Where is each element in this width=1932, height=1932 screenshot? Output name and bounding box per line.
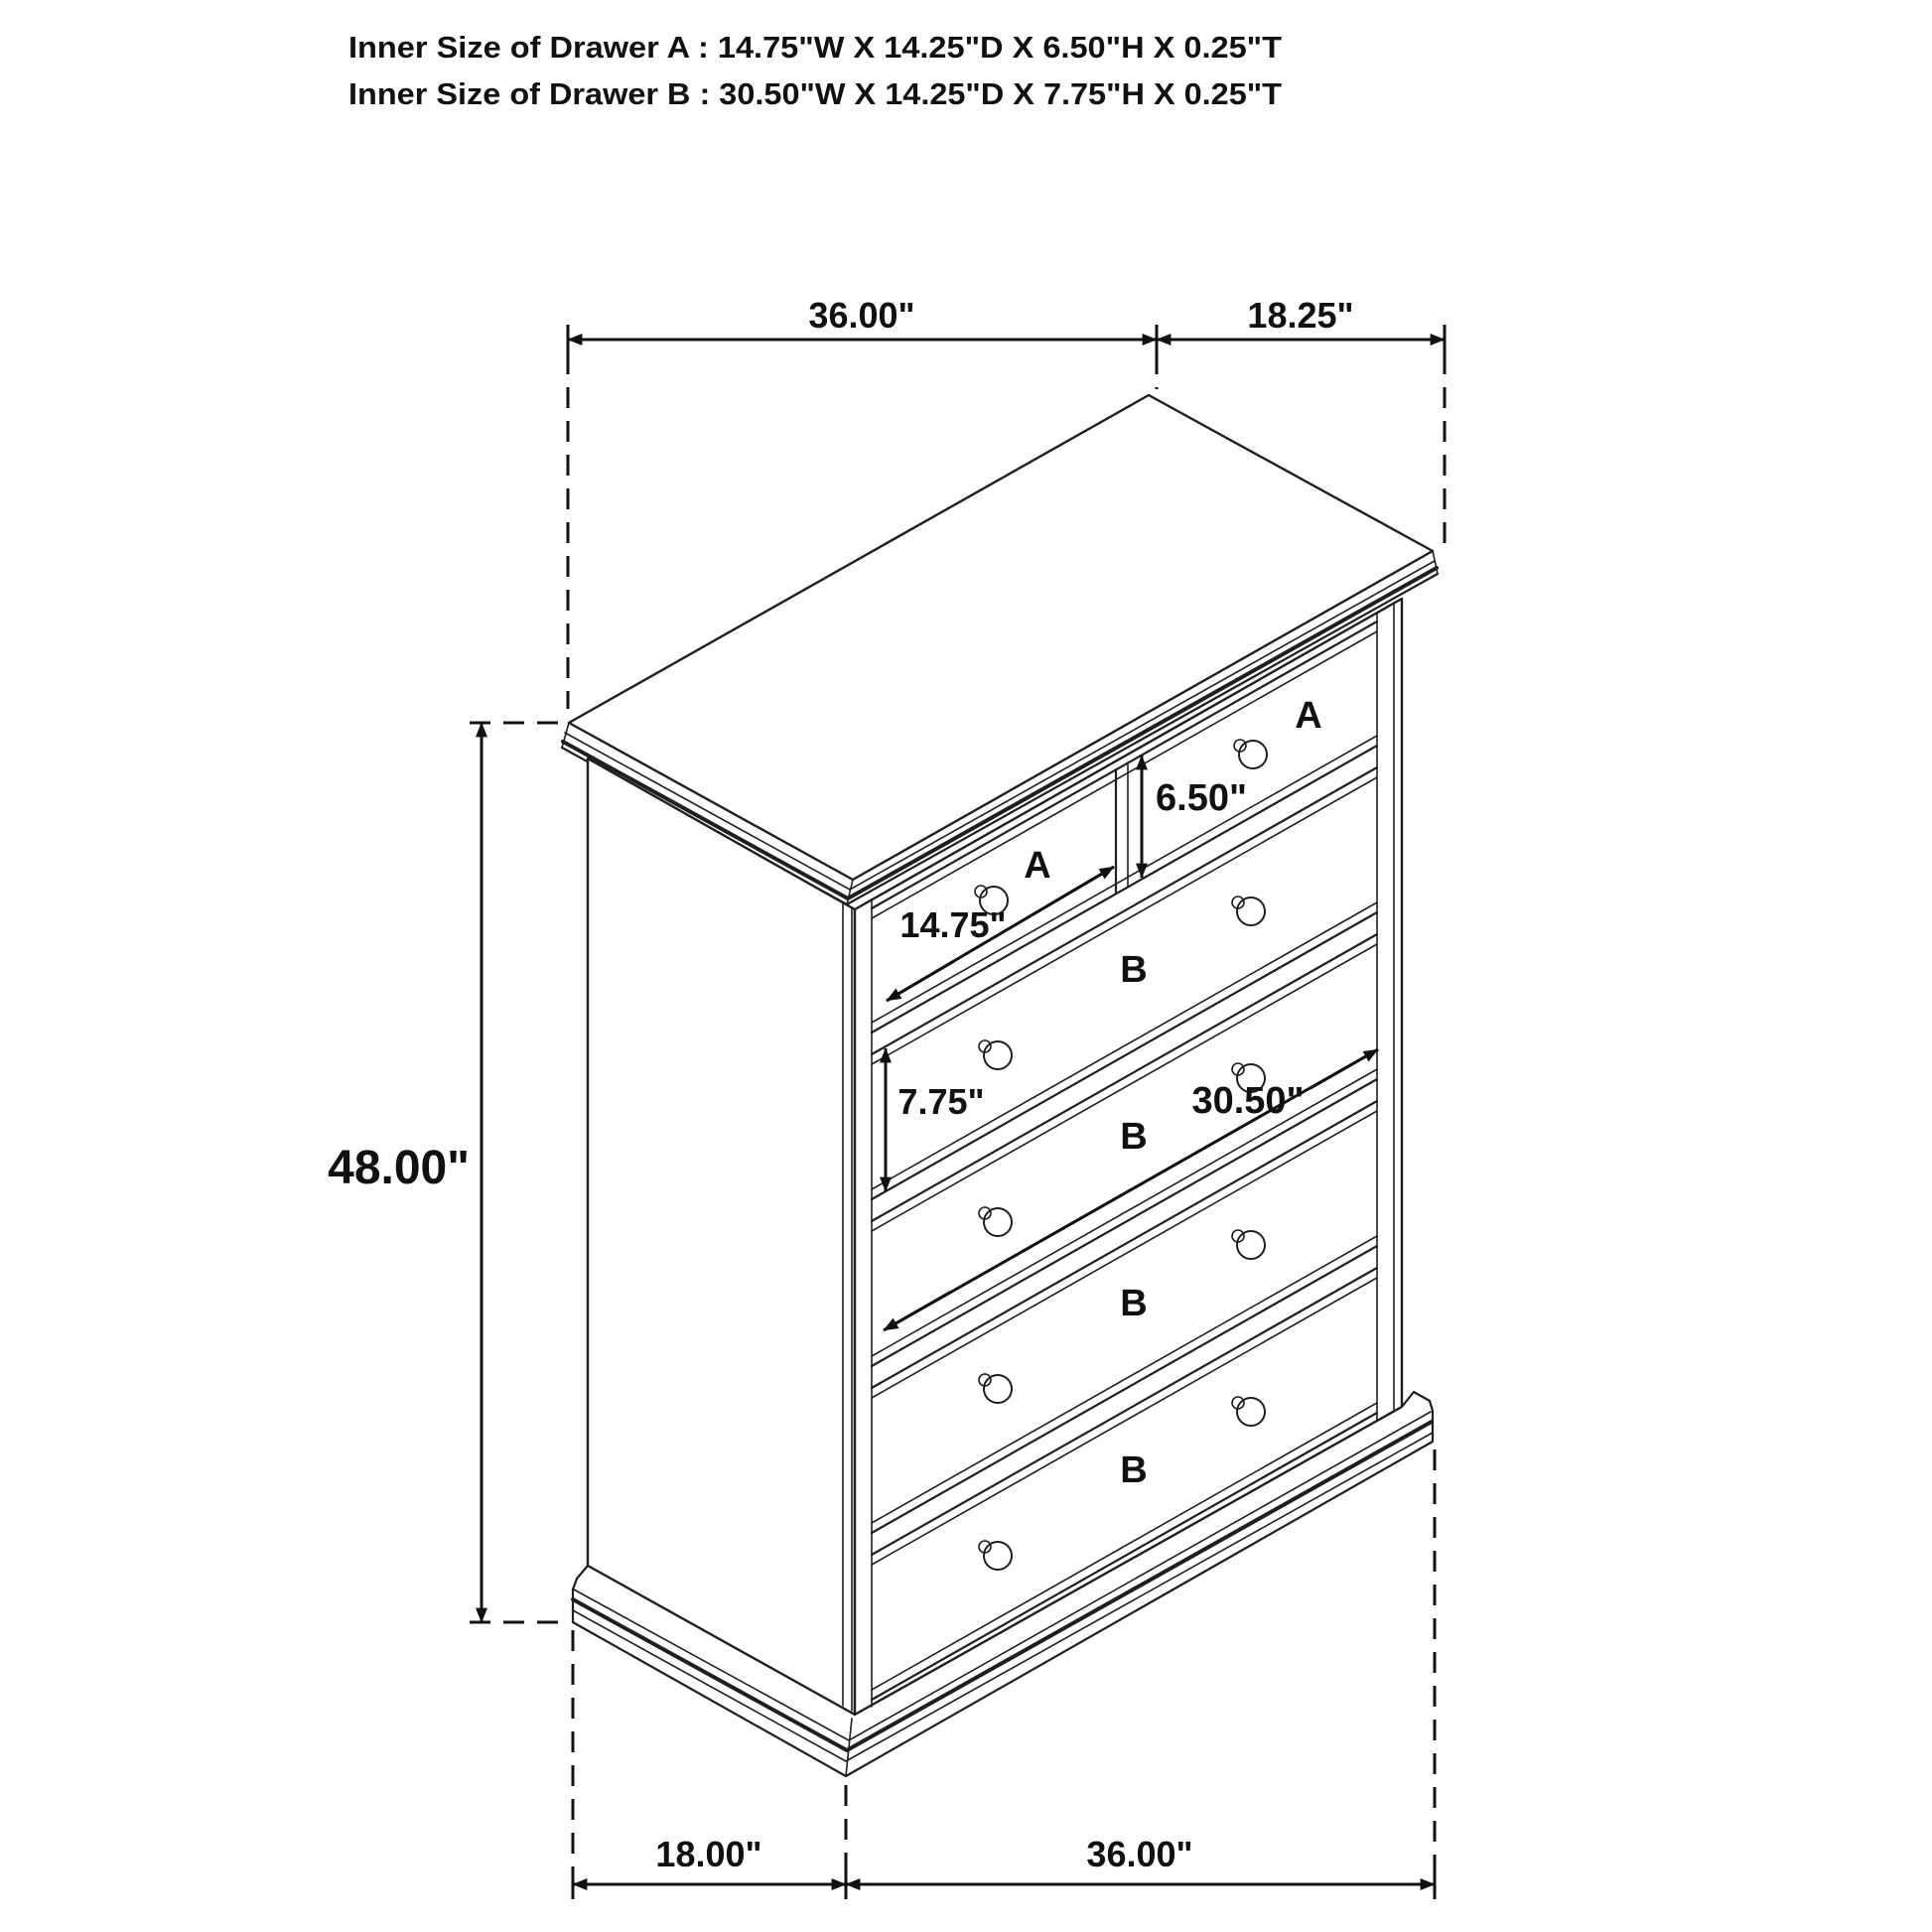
drawer-label-b4: B [1120, 1449, 1148, 1491]
dimension-height [328, 723, 566, 1622]
header-line-1: Inner Size of Drawer A : 14.75"W X 14.25"D X 6.50"H X 0.25"T [348, 30, 1283, 65]
dim-label-drawer-a-height: 6.50" [1156, 777, 1247, 819]
header-line-2: Inner Size of Drawer B : 30.50"W X 14.25"D X 7.75"H X 0.25"T [348, 76, 1283, 111]
dim-label-bottom-width: 36.00" [1086, 1834, 1193, 1874]
side-panel-face [588, 759, 855, 1715]
dim-label-bottom-depth: 18.00" [655, 1834, 762, 1874]
dim-label-drawer-a-width: 14.75" [899, 904, 1007, 945]
dim-label-drawer-b-width: 30.50" [1191, 1080, 1305, 1122]
drawer-label-b3: B [1120, 1283, 1148, 1324]
drawer-label-a-right: A [1295, 695, 1322, 737]
dim-label-top-width: 36.00" [808, 295, 915, 336]
drawer-label-b2: B [1120, 1116, 1148, 1158]
dim-label-height: 48.00" [328, 1142, 470, 1194]
dim-label-drawer-b-height: 7.75" [897, 1081, 985, 1122]
header [348, 30, 1282, 111]
dim-label-top-depth: 18.25" [1247, 295, 1354, 336]
drawer-label-a-left: A [1024, 845, 1051, 887]
drawer-label-b1: B [1120, 949, 1148, 991]
side-panel [588, 759, 855, 1715]
